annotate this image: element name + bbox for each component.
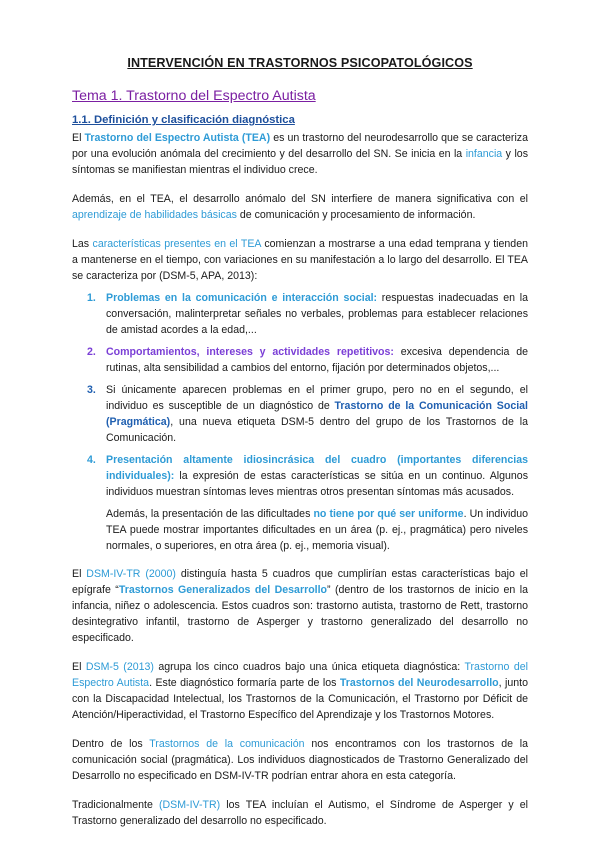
term-tea: Trastorno del Espectro Autista (TEA) xyxy=(84,132,271,144)
list-number: 1. xyxy=(87,292,96,304)
list-item: 4. Presentación altamente idiosincrásica del cuadro (importantes diferencias individuales): la expresión de estas características se sitúa en un continuo. Algunos individuos muestran síntomas leves mientras otros presentan síntomas más acusados. Además, la presentación de las dificultades no tiene por qué ser uniforme. Un individuo TEA puede mostrar importantes dificultades en un área (p. ej., pragmática) pero niveles normales, o superiores, en otra área (p. ej., memoria visual). xyxy=(87,454,528,552)
list-number: 4. xyxy=(87,454,96,466)
paragraph-definition: El Trastorno del Espectro Autista (TEA) es un trastorno del neurodesarrollo que se caracteriza por una evolución anómala del crecimiento y del desarrollo del SN. Se inicia en la infancia y los síntomas se manifiestan mientras el individuo crece. xyxy=(72,132,528,176)
list-item: 2. Comportamientos, intereses y actividades repetitivos: excesiva dependencia de rutinas, alta sensibilidad a cambios del entorno, fijación por determinados objetos,... xyxy=(87,346,528,374)
list-number: 2. xyxy=(87,346,96,358)
document-page xyxy=(72,56,528,842)
subsection-heading: 1.1. Definición y clasificación diagnóstica xyxy=(72,114,295,126)
list-item: 1. Problemas en la comunicación e interacción social: respuestas inadecuadas en la conversación, malinterpretar señales no verbales, problemas para establecer relaciones de amistad acordes a la edad,... xyxy=(87,292,528,336)
characteristics-list xyxy=(72,290,528,554)
paragraph-development: Además, en el TEA, el desarrollo anómalo del SN interfiere de manera significativa con el aprendizaje de habilidades básicas de comunicación y procesamiento de información. xyxy=(72,193,528,221)
paragraph-characteristics: Las características presentes en el TEA comienzan a mostrarse a una edad temprana y tienden a mantenerse en el tiempo, con variaciones en su manifestación a lo largo del desarrollo. El TEA se caracteriza por (DSM-5, APA, 2013): xyxy=(72,238,528,282)
document-title: INTERVENCIÓN EN TRASTORNOS PSICOPATOLÓGICOS xyxy=(127,56,473,70)
term-caracteristicas: características presentes en el TEA xyxy=(92,238,261,250)
list-item: 3. Si únicamente aparecen problemas en el primer grupo, pero no en el segundo, el individuo es susceptible de un diagnóstico de Trastorno de la Comunicación Social (Pragmática), una nueva etiqueta DSM-5 dentro del grupo de los Trastornos de la Comunicación. xyxy=(87,384,528,444)
paragraph-comunicacion: Dentro de los Trastornos de la comunicación nos encontramos con los trastornos de la comunicación social (pragmática). Los individuos diagnosticados de Trastorno Generalizado del Desarrollo no especificado en DSM-IV-TR podrían entrar ahora en esta categoría. xyxy=(72,738,529,782)
paragraph-dsm-iv: El DSM-IV-TR (2000) distinguía hasta 5 cuadros que cumplirían estas características bajo el epígrafe “Trastornos Generalizados del Desarrollo” (dentro de los trastornos de inicio en la infancia, niñez o adolescencia. Estos cuadros son: trastorno autista, trastorno de Rett, trastorno desintegrativo infantil, trastorno de Asperger y trastorno generalizado del desarrollo no especificado. xyxy=(72,568,528,644)
paragraph-tradicional: Tradicionalmente (DSM-IV-TR) los TEA incluían el Autismo, el Síndrome de Asperger y el Trastorno generalizado del desarrollo no especificado. xyxy=(72,799,529,827)
term-aprendizaje: aprendizaje de habilidades básicas xyxy=(72,209,237,221)
paragraph-dsm-5: El DSM-5 (2013) agrupa los cinco cuadros bajo una única etiqueta diagnóstica: Trastorno del Espectro Autista. Este diagnóstico formaría parte de los Trastornos del Neurodesarrollo, junto con la Discapacidad Intelectual, los Trastornos de la Comunicación, el Trastorno por Déficit de Atención/Hiperactividad, el Trastorno Específico del Aprendizaje y los Trastornos Motores. xyxy=(72,661,528,721)
tema-heading: Tema 1. Trastorno del Espectro Autista xyxy=(72,88,316,104)
term-infancia: infancia xyxy=(465,148,503,160)
list-item-extra: Además, la presentación de las dificultades no tiene por qué ser uniforme. Un individuo TEA puede mostrar importantes dificultades en un área (p. ej., pragmática) pero niveles normales, o superiores, en otra área (p. ej., memoria visual). xyxy=(106,508,528,552)
list-number: 3. xyxy=(87,384,96,396)
